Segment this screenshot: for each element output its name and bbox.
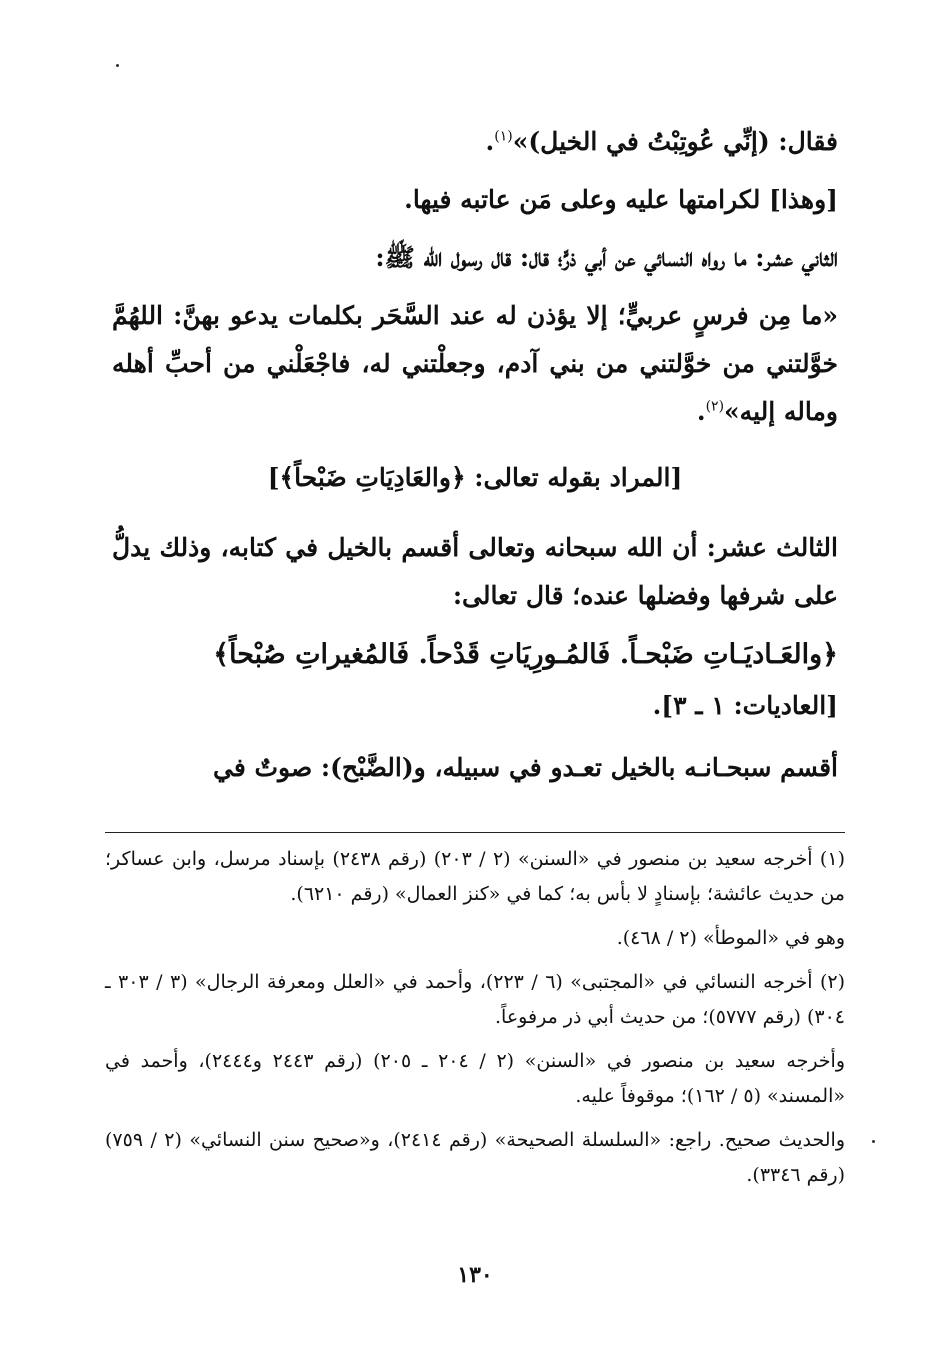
- paragraph-3: الثاني عشر: ما رواه النسائي عن أبي ذرٍّ؛ قال: قال رسول الله ﷺ:: [375, 243, 838, 272]
- paragraph-6: أقسم سبحـانـه بالخيل تعـدو في سبيله، و(الضَّبْح): صوتٌ في: [213, 753, 838, 782]
- scan-speck: [116, 64, 119, 67]
- footnote-1-continued: وهو في «الموطأ» (٢ / ٤٦٨).: [616, 927, 845, 949]
- footnote-ref-2[interactable]: (٢): [705, 398, 725, 415]
- verse-reference: [العاديات: ١ ـ ٣].: [652, 691, 838, 720]
- paragraph-1-text: فقال: (إنِّي عُوتِبْتُ في الخيل)»: [512, 127, 838, 156]
- footnote-2: (٢) أخرجه النسائي في «المجتبى» (٦ / ٢٢٣)، وأحمد في «العلل ومعرفة الرجال» (٣ / ٣٠٣ ـ ٣٠٤) (رقم ٥٧٧٧)؛ من حديث أبي ذر مرفوعاً.: [105, 971, 846, 1028]
- footnote-1: (١) أخرجه سعيد بن منصور في «السنن» (٢ / ٢٠٣) (رقم ٢٤٣٨) بإسناد مرسل، وابن عساكر؛ من حديث عائشة؛ بإسنادٍ لا بأس به؛ كما في «كنز العمال» (رقم ٦٢١٠).: [105, 848, 845, 905]
- paragraph-1-end: .: [485, 127, 495, 156]
- paragraph-5: الثالث عشر: أن الله سبحانه وتعالى أقسم بالخيل في كتابه، وذلك يدلُّ على شرفها وفضلها عنده؛ قال تعالى:: [112, 533, 838, 610]
- footnote-2-grading: والحديث صحيح. راجع: «السلسلة الصحيحة» (رقم ٢٤١٤)، و«صحيح سنن النسائي» (٢ / ٧٥٩) (رقم ٣٣٤٦).: [105, 1129, 845, 1186]
- hadith-end: .: [696, 397, 706, 426]
- footnote-2-continued: وأخرجه سعيد بن منصور في «السنن» (٢ / ٢٠٤ ـ ٢٠٥) (رقم ٢٤٤٣ و٢٤٤٤)، وأحمد في «المسند» (٥ / ١٦٢)؛ موقوفاً عليه.: [105, 1050, 846, 1107]
- footnotes: [105, 842, 845, 1202]
- hadith-text: [112, 292, 838, 436]
- hadith-body: «ما مِن فرسٍ عربيٍّ؛ إلا يؤذن له عند السَّحَر بكلمات يدعو بهنَّ: اللهُمَّ خوَّلتني من خوَّلتني من بني آدم، وجعلْتني له، فاجْعَلْني من أحبِّ أهله وماله إليه»: [112, 301, 838, 426]
- page-number: ١٣٠: [457, 1262, 493, 1288]
- paragraph-2: [وهذا] لكرامتها عليه وعلى مَن عاتبه فيها.: [404, 185, 838, 214]
- footnote-divider: [105, 832, 845, 833]
- section-heading: [المراد بقوله تعالى: ﴿والعَادِيَاتِ ضَبْحاً﴾]: [267, 463, 683, 492]
- footnote-ref-1[interactable]: (١): [494, 128, 513, 145]
- scan-speck: [872, 1140, 875, 1143]
- quran-verse: ﴿والعَـاديَـاتِ ضَبْحـاً. فَالمُـورِيَاتِ قَدْحاً. فَالمُغيراتِ صُبْحاً﴾: [213, 639, 838, 670]
- paragraph-1: [112, 118, 838, 166]
- main-text: [112, 118, 838, 792]
